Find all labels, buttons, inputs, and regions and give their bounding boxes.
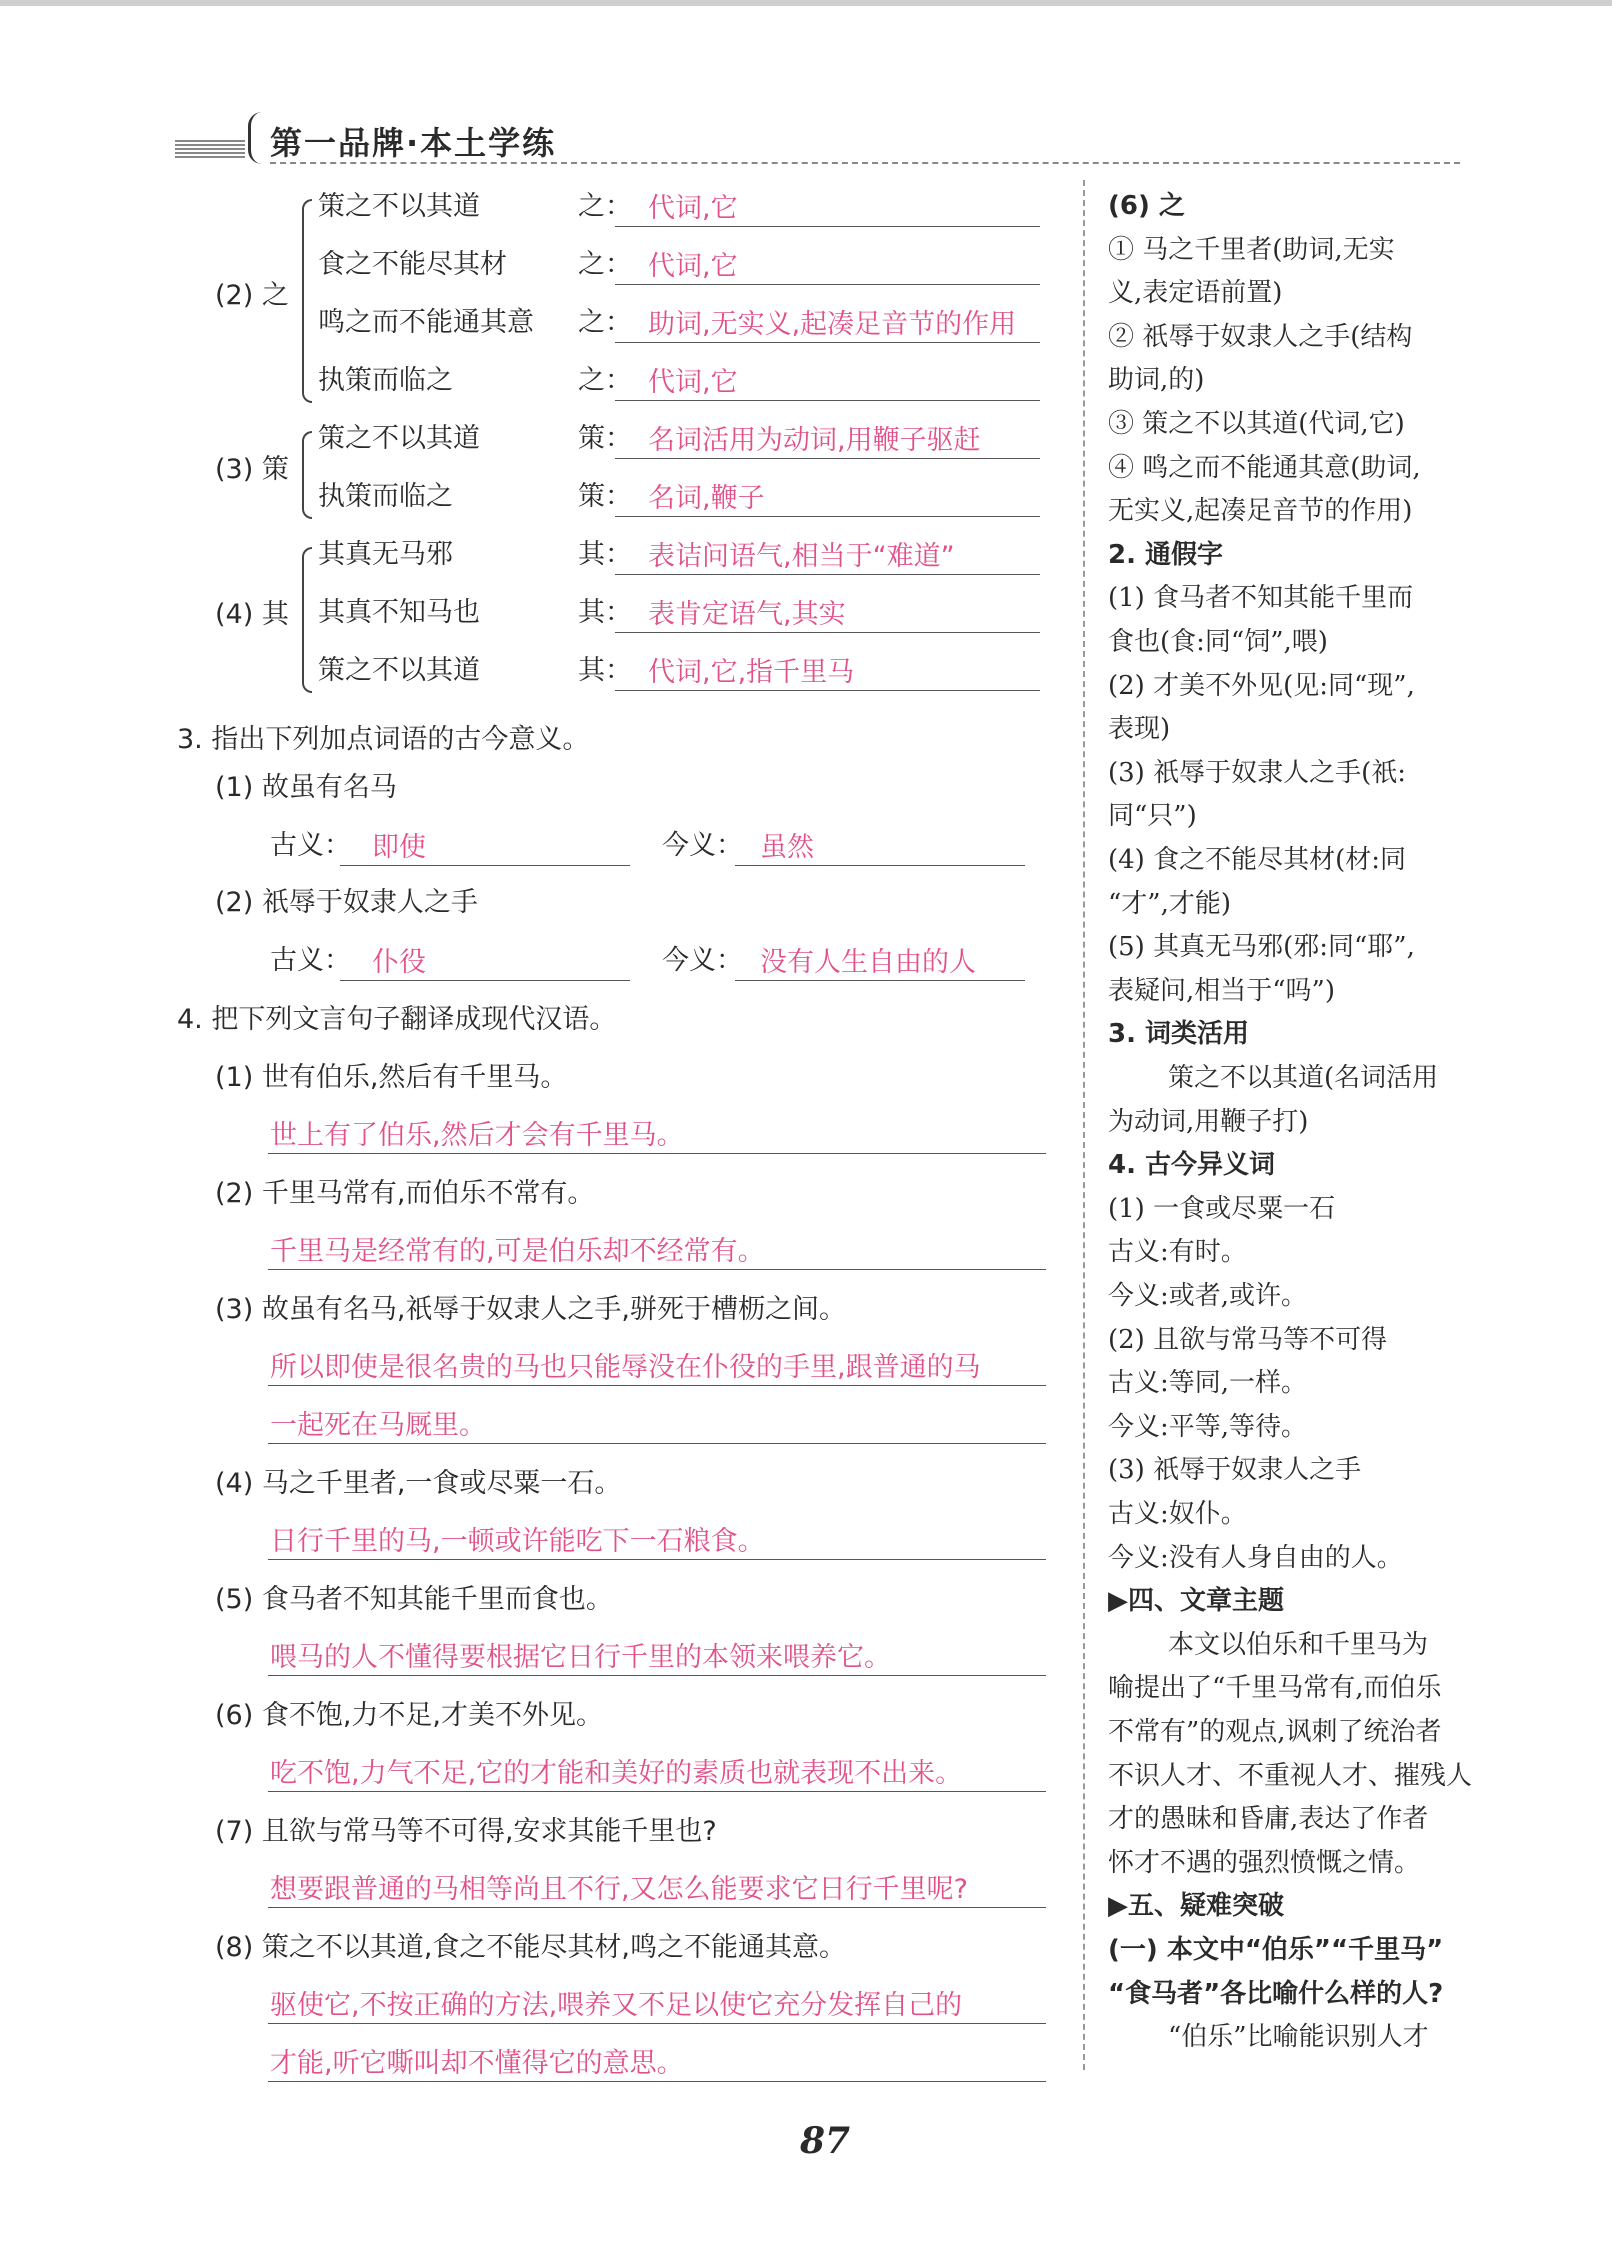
answer-line [340,865,630,866]
note-line: ② 祇辱于奴隶人之手(结构 [1108,321,1413,352]
answer-line [615,226,1040,227]
group-label: (3) 策 [215,454,289,485]
gu-answer: 即使 [372,832,426,863]
section-heading: ▶五、疑难突破 [1108,1891,1284,1922]
note-line: ④ 鸣之而不能通其意(助词, [1108,452,1421,483]
translation-answer: 所以即使是很名贵的马也只能辱没在仆役的手里,跟普通的马 [270,1352,981,1383]
answer-line [268,2023,1046,2024]
section-heading: 2. 通假字 [1108,539,1224,570]
row-answer: 表肯定语气,其实 [648,599,846,630]
note-line: (2) 且欲与常马等不可得 [1108,1324,1388,1355]
section-heading: ▶四、文章主题 [1108,1586,1284,1617]
translation-answer: 一起死在马厩里。 [270,1410,486,1441]
answer-line [615,284,1040,285]
row-answer: 表诘问语气,相当于“难道” [648,541,955,572]
note-line: ① 马之千里者(助词,无实 [1108,234,1395,265]
group-brace [302,199,312,403]
note-line: 今义:平等,等待。 [1108,1411,1308,1442]
row-answer: 代词,它 [648,367,738,398]
note-line: 才的愚昧和昏庸,表达了作者 [1108,1804,1429,1835]
page-edge [0,0,1612,6]
question-item: (4) 马之千里者,一食或尽粟一石。 [215,1468,622,1499]
note-line: (1) 食马者不知其能千里而 [1108,583,1414,614]
row-answer: 代词,它 [648,193,738,224]
jin-label: 今义： [662,945,743,976]
row-answer: 名词活用为动词,用鞭子驱赶 [648,425,981,456]
translation-answer: 想要跟普通的马相等尚且不行,又怎么能要求它日行千里呢? [270,1874,968,1905]
section-heading: (一) 本文中“伯乐”“千里马” [1108,1935,1444,1965]
note-line: 表现) [1108,714,1171,745]
note-line: (2) 才美不外见(见:同“现”, [1108,670,1415,701]
row-phrase: 策之不以其道 [318,191,480,222]
translation-answer: 千里马是经常有的,可是伯乐却不经常有。 [270,1236,765,1267]
answer-line [268,1791,1046,1792]
note-line: 表疑问,相当于“吗”) [1108,975,1335,1006]
header-decoration [175,140,245,158]
section-heading: (6) 之 [1108,191,1185,221]
row-answer: 代词,它,指千里马 [648,657,855,688]
translation-answer: 世上有了伯乐,然后才会有千里马。 [270,1120,684,1151]
column-divider [1083,180,1085,2070]
group-label: (4) 其 [215,599,289,630]
row-phrase: 其真无马邪 [318,539,453,570]
gu-answer: 仆役 [372,947,426,978]
question-item: (6) 食不饱,力不足,才美不外见。 [215,1700,603,1731]
group-label: (2) 之 [215,280,289,311]
group-brace [302,547,312,693]
header-title: 第一品牌·本土学练 [270,124,557,162]
question-item: (2) 千里马常有,而伯乐不常有。 [215,1178,595,1209]
note-line: 怀才不遇的强烈愤慨之情。 [1108,1847,1421,1878]
row-key: 之： [578,191,632,222]
page-number: 87 [800,2120,851,2162]
answer-line [735,865,1025,866]
question-item: (2) 祇辱于奴隶人之手 [215,887,478,918]
answer-line [615,400,1040,401]
section-heading: “食马者”各比喻什么样的人? [1108,1978,1444,2009]
note-line: 不识人才、不重视人才、摧残人 [1108,1760,1473,1791]
answer-line [268,1559,1046,1560]
header-divider [270,162,1460,164]
note-line: 义,表定语前置) [1108,278,1283,309]
note-line: 无实义,起凑足音节的作用) [1108,496,1413,527]
row-phrase: 策之不以其道 [318,423,480,454]
row-key: 其： [578,539,632,570]
gu-label: 古义： [270,945,351,976]
answer-line [268,1153,1046,1154]
row-phrase: 策之不以其道 [318,655,480,686]
note-line: (5) 其真无马邪(邪:同“耶”, [1108,932,1415,963]
translation-answer: 日行千里的马,一顿或许能吃下一石粮食。 [270,1526,765,1557]
answer-line [268,1675,1046,1676]
note-line: 本文以伯乐和千里马为 [1168,1629,1429,1660]
note-line: 不常有”的观点,讽刺了统治者 [1108,1717,1442,1747]
note-line: 食也(食:同“饲”,喂) [1108,627,1328,657]
row-phrase: 执策而临之 [318,481,453,512]
translation-answer: 喂马的人不懂得要根据它日行千里的本领来喂养它。 [270,1642,891,1673]
row-key: 其： [578,597,632,628]
note-line: 同“只”) [1108,801,1197,832]
note-line: 今义:或者,或许。 [1108,1281,1308,1311]
note-line: 今义:没有人身自由的人。 [1108,1542,1403,1573]
header-bracket [248,112,265,164]
question-title: 4. 把下列文言句子翻译成现代汉语。 [177,1004,617,1035]
note-line: 策之不以其道(名词活用 [1168,1063,1439,1093]
note-line: (3) 祇辱于奴隶人之手 [1108,1455,1362,1486]
translation-answer: 吃不饱,力气不足,它的才能和美好的素质也就表现不出来。 [270,1758,963,1789]
answer-line [615,632,1040,633]
note-line: (4) 食之不能尽其材(材:同 [1108,845,1406,875]
translation-answer: 驱使它,不按正确的方法,喂养又不足以使它充分发挥自己的 [270,1990,963,2021]
answer-line [268,1269,1046,1270]
answer-line [268,2081,1046,2082]
answer-line [268,1443,1046,1444]
answer-line [268,1385,1046,1386]
answer-line [615,516,1040,517]
translation-answer: 才能,听它嘶叫却不懂得它的意思。 [270,2048,684,2079]
note-line: ③ 策之不以其道(代词,它) [1108,409,1405,439]
question-item: (3) 故虽有名马,祇辱于奴隶人之手,骈死于槽枥之间。 [215,1294,846,1325]
question-item: (1) 故虽有名马 [215,772,397,803]
note-line: (3) 祇辱于奴隶人之手(祇: [1108,757,1406,788]
note-line: (1) 一食或尽粟一石 [1108,1193,1336,1224]
row-phrase: 鸣之而不能通其意 [318,307,534,338]
note-line: 助词,的) [1108,365,1205,396]
row-key: 之： [578,249,632,280]
note-line: 喻提出了“千里马常有,而伯乐 [1108,1673,1442,1704]
row-phrase: 食之不能尽其材 [318,249,507,280]
note-line: 古义:等同,一样。 [1108,1368,1308,1399]
answer-line [735,980,1025,981]
section-heading: 3. 词类活用 [1108,1019,1250,1050]
row-key: 之： [578,307,632,338]
answer-line [615,458,1040,459]
row-phrase: 其真不知马也 [318,597,480,628]
jin-answer: 虽然 [760,832,814,863]
row-key: 策： [578,481,632,512]
row-answer: 名词,鞭子 [648,483,765,514]
row-key: 其： [578,655,632,686]
row-phrase: 执策而临之 [318,365,453,396]
jin-answer: 没有人生自由的人 [760,947,976,978]
gu-label: 古义： [270,830,351,861]
question-item: (5) 食马者不知其能千里而食也。 [215,1584,613,1615]
row-answer: 代词,它 [648,251,738,282]
group-brace [302,431,312,519]
note-line: 古义:奴仆。 [1108,1499,1247,1529]
note-line: “伯乐”比喻能识别人才 [1168,2022,1429,2053]
answer-line [615,342,1040,343]
answer-line [340,980,630,981]
note-line: 为动词,用鞭子打) [1108,1106,1309,1137]
note-line: “才”,才能) [1108,888,1231,919]
question-item: (7) 且欲与常马等不可得,安求其能千里也? [215,1816,717,1847]
question-title: 3. 指出下列加点词语的古今意义。 [177,724,590,755]
answer-line [615,574,1040,575]
row-key: 策： [578,423,632,454]
answer-line [615,690,1040,691]
section-heading: 4. 古今异义词 [1108,1150,1276,1181]
question-item: (1) 世有伯乐,然后有千里马。 [215,1062,568,1093]
jin-label: 今义： [662,830,743,861]
row-answer: 助词,无实义,起凑足音节的作用 [648,309,1017,340]
question-item: (8) 策之不以其道,食之不能尽其材,鸣之不能通其意。 [215,1932,846,1963]
note-line: 古义:有时。 [1108,1237,1247,1268]
answer-line [268,1907,1046,1908]
row-key: 之： [578,365,632,396]
